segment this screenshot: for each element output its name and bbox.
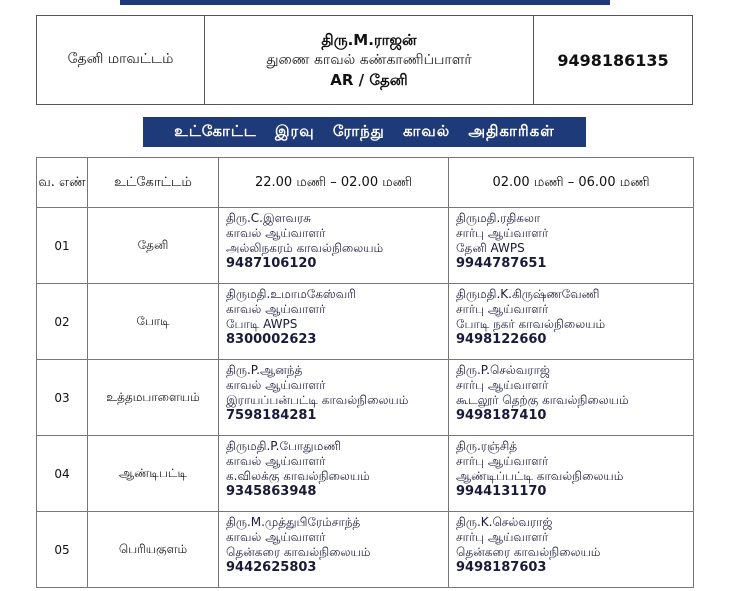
row-number: 02 <box>37 284 88 360</box>
shift2-officer <box>449 512 694 588</box>
officer-station: தென்கரை காவல்நிலையம் <box>456 545 601 559</box>
table-row <box>37 512 694 588</box>
table-header-row <box>37 158 694 208</box>
officer-phone: 9498186135 <box>557 50 669 70</box>
row-subdivision: உத்தமபாளையம் <box>88 360 219 436</box>
shift1-officer <box>219 284 449 360</box>
officer-phone: 9442625803 <box>226 560 317 575</box>
officer-name: திருமதி.K.கிருஷ்ணவேணி <box>456 287 600 301</box>
officer-phone: 9944787651 <box>456 256 547 271</box>
header-serial: வ. எண் <box>37 158 88 208</box>
officer-phone: 7598184281 <box>226 408 317 423</box>
top-decorative-bar <box>120 0 610 5</box>
officer-name: திரு.C.இளவரசு <box>226 211 311 225</box>
officer-details <box>205 16 534 104</box>
officer-phone: 9345863948 <box>226 484 317 499</box>
night-patrol-table <box>36 157 694 588</box>
officer-phone: 9498187410 <box>456 408 547 423</box>
shift1-officer <box>219 436 449 512</box>
officer-phone: 9498187603 <box>456 560 547 575</box>
shift2-officer <box>449 208 694 284</box>
shift2-officer <box>449 360 694 436</box>
row-subdivision: தேனி <box>88 208 219 284</box>
shift2-officer <box>449 436 694 512</box>
table-row <box>37 360 694 436</box>
table-row <box>37 284 694 360</box>
officer-role: காவல் ஆய்வாளர் <box>226 302 326 316</box>
row-number: 01 <box>37 208 88 284</box>
district-name: தேனி மாவட்டம் <box>37 16 205 104</box>
officer-phone: 9498122660 <box>456 332 547 347</box>
row-number: 04 <box>37 436 88 512</box>
table-row <box>37 436 694 512</box>
officer-name: திரு.M.ராஜன் <box>321 31 417 49</box>
officer-name: திரு.K.செல்வராஜ் <box>456 515 553 529</box>
shift1-officer <box>219 360 449 436</box>
table-row <box>37 208 694 284</box>
officer-designation: துணை காவல் கண்காணிப்பாளர் <box>266 52 472 68</box>
officer-role: காவல் ஆய்வாளர் <box>226 454 326 468</box>
officer-role: சார்பு ஆய்வாளர் <box>456 226 549 240</box>
officer-station: இராயப்பன்பட்டி காவல்நிலையம் <box>226 393 409 407</box>
header-shift1: 22.00 மணி – 02.00 மணி <box>219 158 449 208</box>
row-subdivision: பெரியகுளம் <box>88 512 219 588</box>
row-number: 05 <box>37 512 88 588</box>
officer-info-box <box>36 15 693 105</box>
officer-station: தென்கரை காவல்நிலையம் <box>226 545 371 559</box>
officer-station: போடி AWPS <box>226 317 298 331</box>
shift2-officer <box>449 284 694 360</box>
header-shift2: 02.00 மணி – 06.00 மணி <box>449 158 694 208</box>
officer-name: திரு.ரஞ்சித் <box>456 439 518 453</box>
officer-station: அல்லிநகரம் காவல்நிலையம் <box>226 241 384 255</box>
officer-location: AR / தேனி <box>330 71 408 89</box>
officer-role: சார்பு ஆய்வாளர் <box>456 378 549 392</box>
officer-name: திரு.P.ஆனந்த் <box>226 363 303 377</box>
header-subdivision: உட்கோட்டம் <box>88 158 219 208</box>
officer-name: திரு.M.முத்துபிரேம்சாந்த் <box>226 515 361 529</box>
officer-role: காவல் ஆய்வாளர் <box>226 226 326 240</box>
shift1-officer <box>219 512 449 588</box>
officer-role: காவல் ஆய்வாளர் <box>226 378 326 392</box>
officer-phone: 9487106120 <box>226 256 317 271</box>
officer-station: க.விலக்கு காவல்நிலையம் <box>226 469 370 483</box>
officer-role: சார்பு ஆய்வாளர் <box>456 530 549 544</box>
officer-station: கூடலூர் தெற்கு காவல்நிலையம் <box>456 393 629 407</box>
row-number: 03 <box>37 360 88 436</box>
officer-role: சார்பு ஆய்வாளர் <box>456 454 549 468</box>
officer-role: சார்பு ஆய்வாளர் <box>456 302 549 316</box>
officer-phone: 9944131170 <box>456 484 547 499</box>
officer-station: போடி நகர் காவல்நிலையம் <box>456 317 606 331</box>
row-subdivision: ஆண்டிபட்டி <box>88 436 219 512</box>
officer-name: திரு.P.செல்வராஜ் <box>456 363 550 377</box>
row-subdivision: போடி <box>88 284 219 360</box>
officer-name: திருமதி.P.போதுமணி <box>226 439 342 453</box>
officer-name: திருமதி.உமாமகேஸ்வரி <box>226 287 356 301</box>
section-banner: உட்கோட்ட இரவு ரோந்து காவல் அதிகாரிகள் <box>143 117 586 147</box>
officer-name: திருமதி.ரதிகலா <box>456 211 541 225</box>
shift1-officer <box>219 208 449 284</box>
officer-role: காவல் ஆய்வாளர் <box>226 530 326 544</box>
officer-phone: 8300002623 <box>226 332 317 347</box>
officer-station: தேனி AWPS <box>456 241 525 255</box>
officer-station: ஆண்டிப்பட்டி காவல்நிலையம் <box>456 469 624 483</box>
